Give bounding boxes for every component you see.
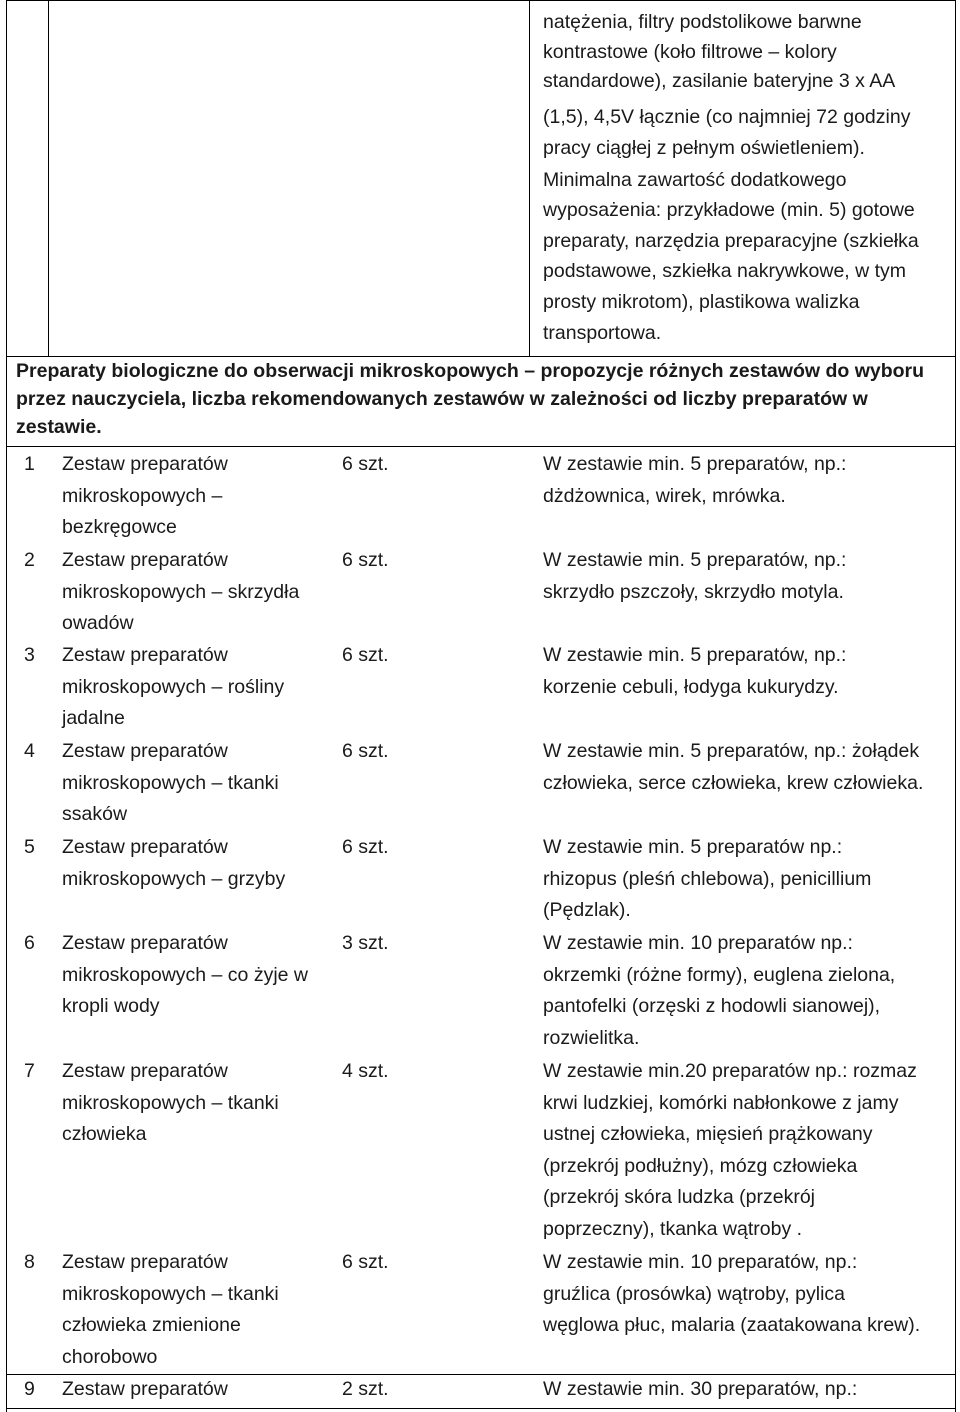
- row-number: 5: [24, 836, 35, 858]
- row-number: 6: [24, 932, 35, 954]
- row-description-line: pantofelki (orzęski z hodowli sianowej),: [543, 995, 881, 1017]
- row-set-name-line: Zestaw preparatów: [62, 740, 228, 762]
- top-cell-line: standardowe), zasilanie bateryjne 3 x AA: [543, 70, 896, 92]
- row-description-line: węglowa płuc, malaria (zaatakowana krew).: [543, 1314, 921, 1336]
- row-set-name-line: bezkręgowce: [62, 516, 177, 538]
- row-description-line: skrzydło pszczoły, skrzydło motyla.: [543, 580, 844, 603]
- row-quantity: 6 szt.: [342, 549, 389, 571]
- table-right-border: [955, 0, 956, 1412]
- row-set-name-line: Zestaw preparatów: [62, 1378, 228, 1400]
- row-description-line: W zestawie min. 5 preparatów, np.:: [543, 453, 847, 475]
- row-set-name-line: Zestaw preparatów: [62, 453, 228, 475]
- row-quantity: 4 szt.: [342, 1060, 389, 1082]
- row-description-line: W zestawie min. 5 preparatów, np.:: [543, 644, 847, 666]
- row-set-name-line: kropli wody: [62, 995, 160, 1017]
- row-description-line: W zestawie min. 5 preparatów np.:: [543, 836, 843, 858]
- row-quantity: 2 szt.: [342, 1378, 389, 1400]
- row-set-name-line: Zestaw preparatów: [62, 836, 228, 858]
- row-set-name-line: jadalne: [62, 707, 125, 729]
- row-set-name-line: mikroskopowych – rośliny: [62, 675, 285, 698]
- row-number: 2: [24, 549, 35, 571]
- row-number: 9: [24, 1378, 35, 1400]
- row-description-line: W zestawie min. 5 preparatów, np.: żołądek: [543, 740, 920, 762]
- row-quantity: 6 szt.: [342, 836, 389, 858]
- row-description-line: W zestawie min. 10 preparatów np.:: [543, 932, 853, 954]
- top-cell-line: (1,5), 4,5V łącznie (co najmniej 72 godziny: [543, 106, 911, 128]
- row-description-line: rhizopus (pleśń chlebowa), penicillium: [543, 867, 872, 890]
- row-description-line: krwi ludzkiej, komórki nabłonkowe z jamy: [543, 1091, 899, 1114]
- row-set-name-line: Zestaw preparatów: [62, 1251, 228, 1273]
- row-number: 7: [24, 1060, 35, 1082]
- row-set-name-line: mikroskopowych – co żyje w: [62, 963, 308, 986]
- row-number: 1: [24, 453, 35, 475]
- row-set-name-line: mikroskopowych – skrzydła: [62, 580, 300, 603]
- row-set-name-line: Zestaw preparatów: [62, 932, 228, 954]
- row-description-line: poprzeczny), tkanka wątroby .: [543, 1217, 803, 1240]
- row-quantity: 3 szt.: [342, 932, 389, 954]
- row-set-name-line: Zestaw preparatów: [62, 644, 228, 666]
- row-set-name-line: mikroskopowych – grzyby: [62, 867, 286, 890]
- row-set-name-line: mikroskopowych – tkanki: [62, 771, 279, 794]
- top-cell-line: wyposażenia: przykładowe (min. 5) gotowe: [543, 199, 915, 221]
- row-description-line: (Pędzlak).: [543, 899, 631, 921]
- row-set-name-line: chorobowo: [62, 1345, 158, 1368]
- row-number: 4: [24, 740, 35, 762]
- row-quantity: 6 szt.: [342, 453, 389, 475]
- top-col-divider-2: [529, 0, 530, 356]
- row-set-name-line: Zestaw preparatów: [62, 549, 228, 571]
- row-description-line: W zestawie min. 30 preparatów, np.:: [543, 1378, 858, 1400]
- heading-bottom-border: [6, 446, 956, 447]
- row-description-line: (przekrój skóra ludzka (przekrój: [543, 1186, 816, 1208]
- row-description-line: człowieka, serce człowieka, krew człowieka.: [543, 771, 924, 794]
- section-heading: [16, 357, 946, 441]
- row-quantity: 6 szt.: [342, 1251, 389, 1273]
- row-set-name-line: mikroskopowych – tkanki: [62, 1091, 279, 1114]
- table-left-border: [6, 0, 7, 1412]
- top-cell-line: pracy ciągłej z pełnym oświetleniem).: [543, 137, 865, 159]
- table-top-border: [6, 0, 956, 1]
- row-set-name-line: człowieka: [62, 1123, 147, 1145]
- row-description-line: rozwielitka.: [543, 1026, 640, 1049]
- section-heading-line-3: zestawie.: [16, 416, 102, 438]
- row-description-line: ustnej człowieka, mięsień prążkowany: [543, 1123, 873, 1145]
- top-cell-line: transportowa.: [543, 322, 662, 344]
- row-number: 8: [24, 1251, 35, 1273]
- top-cell-line: Minimalna zawartość dodatkowego: [543, 169, 847, 191]
- row-description-line: (przekrój podłużny), mózg człowieka: [543, 1154, 858, 1177]
- section-heading-line-2: przez nauczyciela, liczba rekomendowanych zestawów w zależności od liczby preparatów w: [16, 388, 868, 410]
- row-set-name-line: mikroskopowych – tkanki: [62, 1282, 279, 1305]
- row-number: 3: [24, 644, 35, 666]
- row-description-line: gruźlica (prosówka) wątroby, pylica: [543, 1282, 845, 1305]
- row-description-line: okrzemki (różne formy), euglena zielona,: [543, 963, 896, 986]
- row-set-name-line: owadów: [62, 612, 134, 634]
- row-set-name-line: mikroskopowych –: [62, 484, 223, 507]
- row-set-name-line: człowieka zmienione: [62, 1314, 241, 1336]
- row-description-line: W zestawie min.20 preparatów np.: rozmaz: [543, 1060, 917, 1082]
- top-cell-line: prosty mikrotom), plastikowa walizka: [543, 291, 860, 313]
- row-description-line: W zestawie min. 5 preparatów, np.:: [543, 549, 847, 571]
- row-description-line: dżdżownica, wirek, mrówka.: [543, 484, 786, 507]
- row-quantity: 6 szt.: [342, 740, 389, 762]
- table-bottom-border: [6, 1408, 956, 1409]
- row-description-line: korzenie cebuli, łodyga kukurydzy.: [543, 675, 839, 698]
- top-cell-line: natężenia, filtry podstolikowe barwne: [543, 11, 862, 33]
- row-quantity: 6 szt.: [342, 644, 389, 666]
- top-col-divider-1: [48, 0, 49, 356]
- top-cell-line: preparaty, narzędzia preparacyjne (szkiełka: [543, 230, 919, 252]
- top-cell-line: kontrastowe (koło filtrowe – kolory: [543, 41, 837, 63]
- row-set-name-line: ssaków: [62, 803, 128, 825]
- section-heading-line-1: Preparaty biologiczne do obserwacji mikroskopowych – propozycje różnych zestawów do wyboru: [16, 360, 925, 382]
- row-set-name-line: Zestaw preparatów: [62, 1060, 228, 1082]
- row-description-line: W zestawie min. 10 preparatów, np.:: [543, 1251, 858, 1273]
- top-cell-line: podstawowe, szkiełka nakrywkowe, w tym: [543, 260, 907, 282]
